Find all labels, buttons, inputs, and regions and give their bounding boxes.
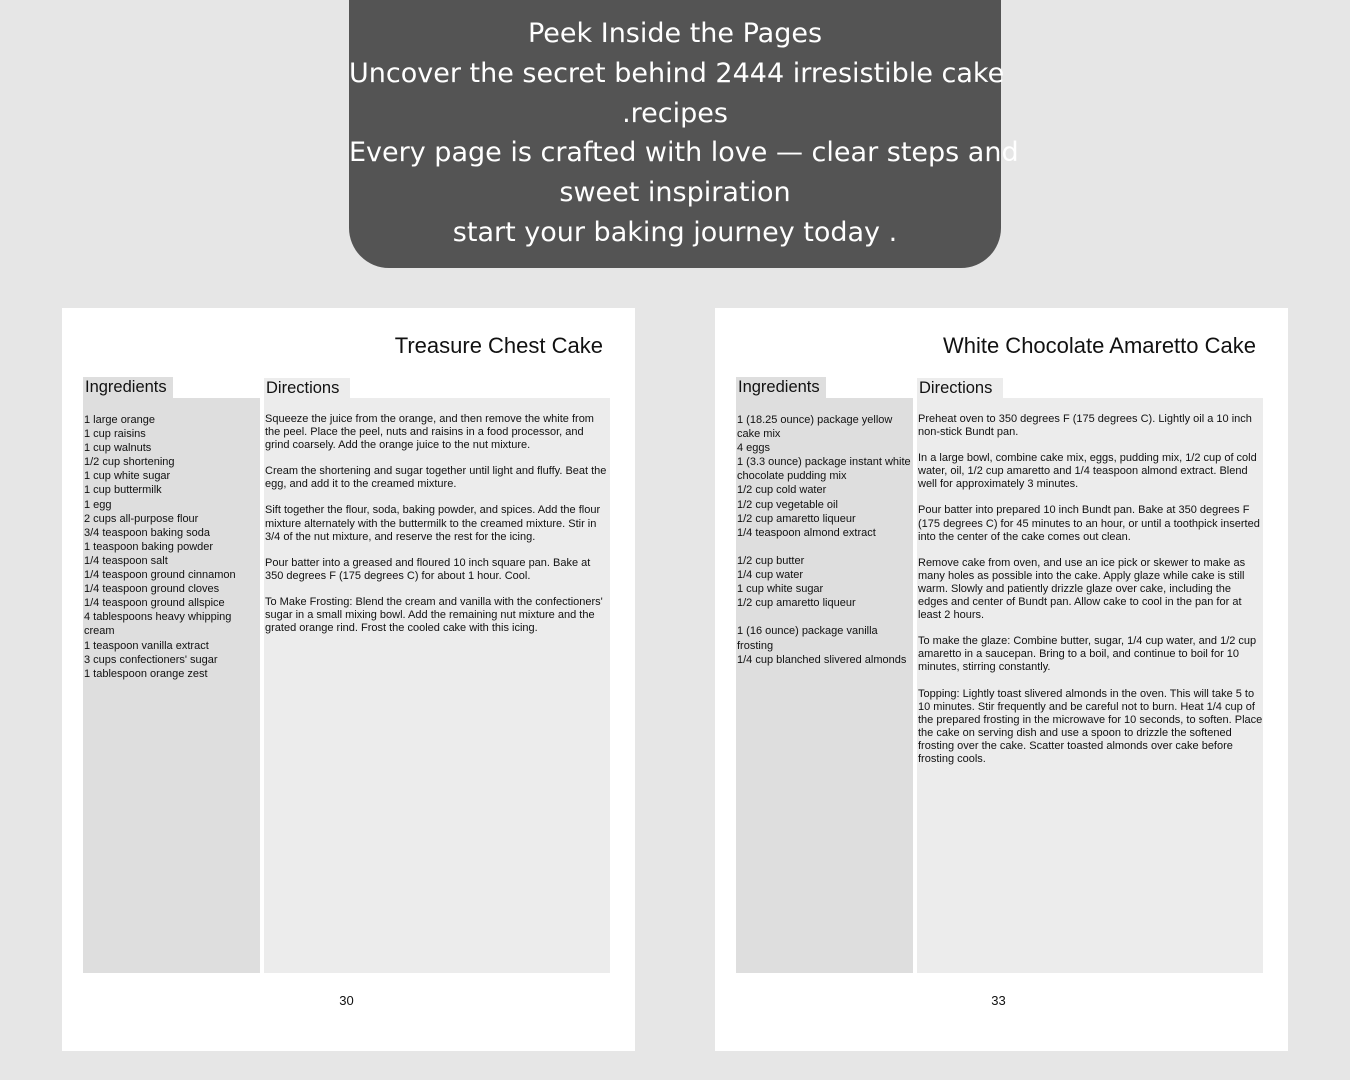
direction-step: Squeeze the juice from the orange, and then remove the white from the peel. Place the peel, nuts and raisins in a food processor, and grind coarsely. Add the orange juice to the nut mixture. <box>265 413 594 452</box>
ingredients-heading: Ingredients <box>736 377 826 398</box>
ingredient-item: 1/4 teaspoon ground cloves <box>84 583 220 596</box>
ingredient-item: 3/4 teaspoon baking soda <box>84 526 210 539</box>
page-number: 30 <box>339 993 354 1008</box>
recipe-page-left <box>62 308 635 1051</box>
directions-list <box>265 413 609 648</box>
direction-step: Pour batter into a greased and floured 10 inch square pan. Bake at 350 degrees F (175 degrees C) for about 1 hour. Cool. <box>265 556 591 582</box>
ingredient-item: 1/2 cup amaretto liqueur <box>737 512 856 525</box>
ingredient-item: 1 teaspoon baking powder <box>84 540 214 553</box>
ingredient-item: 1/2 cup vegetable oil <box>737 498 838 511</box>
direction-step: In a large bowl, combine cake mix, eggs, pudding mix, 1/2 cup of cold water, oil, 1/2 cup amaretto and 1/4 teaspoon almond extract. Blend well for approximately 3 minutes. <box>918 452 1257 491</box>
ingredient-item: 1/2 cup amaretto liqueur <box>737 597 856 610</box>
direction-step: To make the glaze: Combine butter, sugar, 1/4 cup water, and 1/2 cup amaretto in a saucepan. Bring to a boil, and continue to boil for 10 minutes, stirring constantly. <box>918 635 1257 674</box>
direction-step: Sift together the flour, soda, baking powder, and spices. Add the flour mixture alternately with the buttermilk to the creamed mixture. Stir in 3/4 of the nut mixture, and reserve the rest for the icing. <box>265 504 601 543</box>
recipe-title: Treasure Chest Cake <box>394 333 603 358</box>
ingredient-spacer <box>737 540 913 554</box>
ingredients-list <box>737 413 913 667</box>
ingredient-item: 1/2 cup butter <box>737 554 805 567</box>
ingredient-item: 1 (3.3 ounce) package instant white chocolate pudding mix <box>737 456 911 483</box>
directions-list <box>918 413 1264 779</box>
ingredient-item: 1/4 teaspoon salt <box>84 554 168 567</box>
ingredient-item: 1/4 cup blanched slivered almonds <box>737 653 907 666</box>
direction-step: Topping: Lightly toast slivered almonds in the oven. This will take 5 to 10 minutes. Stir frequently and be careful not to burn. Heat 1/4 cup of the prepared frosting in the microwave for 10 seconds, to soften. Place the cake on serving dish and use a spoon to drizzle the softened frosting over the cake. Scatter toasted almonds over cake before frosting cools. <box>918 687 1263 765</box>
banner-line: Every page is crafted with love — clear steps and <box>349 137 1019 169</box>
recipe-page-right <box>715 308 1288 1051</box>
ingredient-item: 2 cups all-purpose flour <box>84 512 199 525</box>
ingredient-item: 1 cup white sugar <box>737 583 824 596</box>
ingredients-list <box>84 413 260 681</box>
ingredient-spacer <box>737 610 913 624</box>
promo-banner <box>349 0 1019 268</box>
ingredient-item: 3 cups confectioners' sugar <box>84 653 218 666</box>
page-number: 33 <box>991 993 1006 1008</box>
ingredient-item: 1 egg <box>84 498 112 511</box>
directions-heading: Directions <box>264 378 350 399</box>
ingredient-item: 1/2 cup shortening <box>84 456 175 469</box>
banner-line: Peek Inside the Pages <box>527 18 823 49</box>
ingredient-item: 1 tablespoon orange zest <box>84 667 208 680</box>
ingredient-item: 1 cup walnuts <box>84 442 152 455</box>
direction-step: To Make Frosting: Blend the cream and vanilla with the confectioners' sugar in a small mixing bowl. Add the remaining nut mixture and the grated orange rind. Frost the cooled cake with this icing. <box>265 595 603 635</box>
banner-line: sweet inspiration <box>559 177 791 209</box>
ingredient-item: 1/4 teaspoon almond extract <box>737 526 876 539</box>
direction-step: Cream the shortening and sugar together until light and fluffy. Beat the egg, and add it to the creamed mixture. <box>265 465 607 491</box>
ingredient-item: 1 (18.25 ounce) package yellow cake mix <box>737 414 893 441</box>
ingredient-item: 4 tablespoons heavy whipping cream <box>84 611 232 638</box>
ingredient-item: 1 large orange <box>84 414 155 426</box>
direction-step: Pour batter into prepared 10 inch Bundt pan. Bake at 350 degrees F (175 degrees C) for 45 minutes to an hour, or until a toothpick inserted into the center of the cake comes out clean. <box>918 504 1260 543</box>
ingredients-heading: Ingredients <box>83 377 173 398</box>
recipe-title: White Chocolate Amaretto Cake <box>942 333 1256 358</box>
ingredient-item: 1 cup white sugar <box>84 470 171 483</box>
ingredient-item: 1/4 teaspoon ground cinnamon <box>84 569 236 582</box>
directions-heading: Directions <box>917 378 1003 399</box>
banner-line: .recipes <box>622 97 728 129</box>
ingredient-item: 1/2 cup cold water <box>737 484 827 497</box>
direction-step: Remove cake from oven, and use an ice pick or skewer to make as many holes as possible into the cake. Apply glaze while cake is still warm. Slowly and patiently drizzle glaze over cake, including the edges and center of Bundt pan. Allow cake to cool in the pan for at least 2 hours. <box>918 556 1246 622</box>
banner-line: Uncover the secret behind 2444 irresistible cake <box>349 57 1005 89</box>
ingredient-item: 1 teaspoon vanilla extract <box>84 639 209 652</box>
direction-step: Preheat oven to 350 degrees F (175 degrees C). Lightly oil a 10 inch non-stick Bundt pan. <box>918 413 1252 439</box>
ingredient-item: 1/4 cup water <box>737 569 804 582</box>
ingredient-item: 1 cup buttermilk <box>84 484 162 497</box>
ingredient-item: 1 cup raisins <box>84 428 146 441</box>
ingredient-item: 4 eggs <box>737 442 771 455</box>
ingredient-item: 1/4 teaspoon ground allspice <box>84 597 225 610</box>
ingredient-item: 1 (16 ounce) package vanilla frosting <box>737 625 878 652</box>
banner-line: start your baking journey today . <box>452 216 898 248</box>
